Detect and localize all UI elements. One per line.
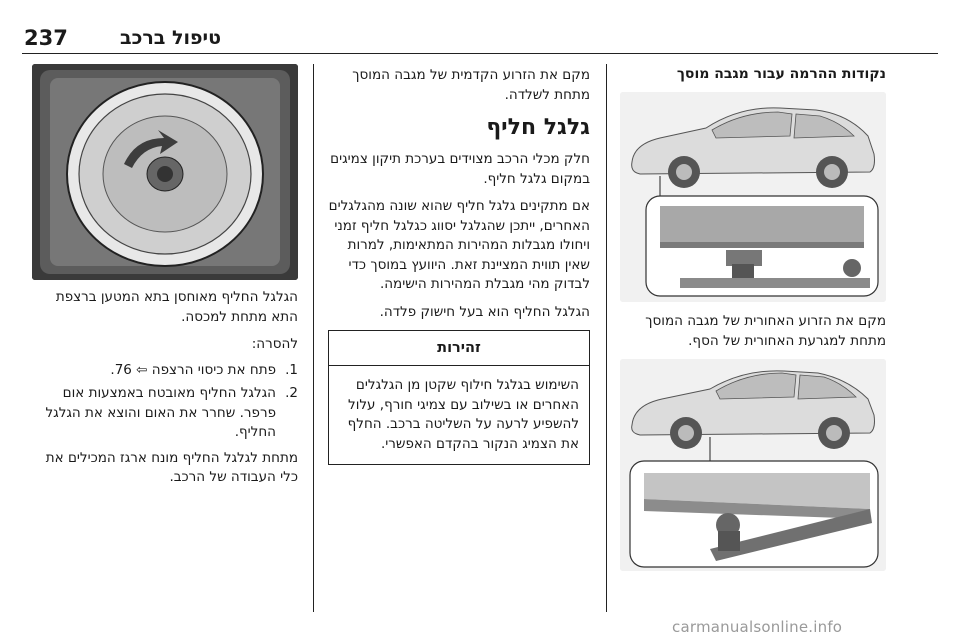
spare-wheel-paragraph-1: חלק מכלי הרכב מצוידים בערכת תיקון צמיגים במקום גלגל חליף. [330, 151, 590, 187]
column-divider-right [606, 64, 607, 612]
column-divider-left [313, 64, 314, 612]
caption-rear-lift-point: מקם את הזרוע האחורית של מגבה המוסך מתחת למגרעת האחורית של הסף. [645, 313, 886, 349]
list-item [32, 384, 298, 443]
middle-column [328, 60, 590, 465]
left-column [32, 64, 298, 496]
removal-steps-list [32, 361, 298, 443]
section-heading-lifting-points: נקודות ההרמה עבור מגבה מוסך [676, 66, 886, 82]
right-column [620, 60, 886, 571]
warning-box [328, 330, 590, 465]
list-item [32, 361, 298, 381]
warning-title: זהירות [329, 331, 589, 366]
step-text: פתח את כיסוי הרצפה ⇦ 76. [110, 361, 276, 378]
spare-wheel-paragraph-3: הגלגל החליף הוא בעל חישוק פלדה. [379, 303, 590, 320]
step-text: הגלגל החליף מאובטח באמצעות אום פרפר. שחרר את האום והוצא את הגלגל החליף. [45, 385, 276, 440]
removal-label: להסרה: [251, 336, 298, 352]
header-rule [22, 53, 938, 54]
page-number: 237 [24, 26, 68, 50]
watermark: carmanualsonline.info [672, 618, 843, 636]
page-header-title: טיפול ברכב [120, 27, 222, 49]
front-lift-instruction: מקם את הזרוע הקדמית של מגבה המוסך מתחת לשלדה. [352, 67, 590, 103]
section-heading-spare-wheel: גלגל חליף [486, 115, 590, 140]
figure-car-rear-lift-point [620, 92, 886, 302]
toolbox-note: מתחת לגלגל החליף מונח ארגז המכילים את כלי העבודה של הרכב. [45, 449, 298, 485]
step-number: 1. [285, 361, 298, 378]
figure-car-front-lift-point [620, 359, 886, 571]
spare-wheel-storage-caption: הגלגל החליף מאוחסן בתא המטען ברצפת התא מתחת למכסה. [55, 289, 298, 325]
figure-spare-wheel-storage [32, 64, 298, 280]
warning-body: השימוש בגלגל חילוף שקטן מן הגלגלים האחרים או בשילוב עם צמיגי חורף, עלול להשפיע לרעה על השליטה ברכב. החלף את הצמיג הנקור בהקדם האפשרי. [347, 377, 579, 452]
step-number: 2. [285, 385, 298, 401]
spare-wheel-paragraph-2: אם מתקינים גלגל חליף שהוא שונה מהגלגלים האחרים, ייתכן שהגלגל יסווג כגלגל חליף זמני ויחולו מגבלות המהירות המתאימות, למרות שאין תווית המציינת זאת. היוועץ במוסך כדי לבדוק מהי מגבלת המהירות הישימה. [328, 198, 590, 292]
